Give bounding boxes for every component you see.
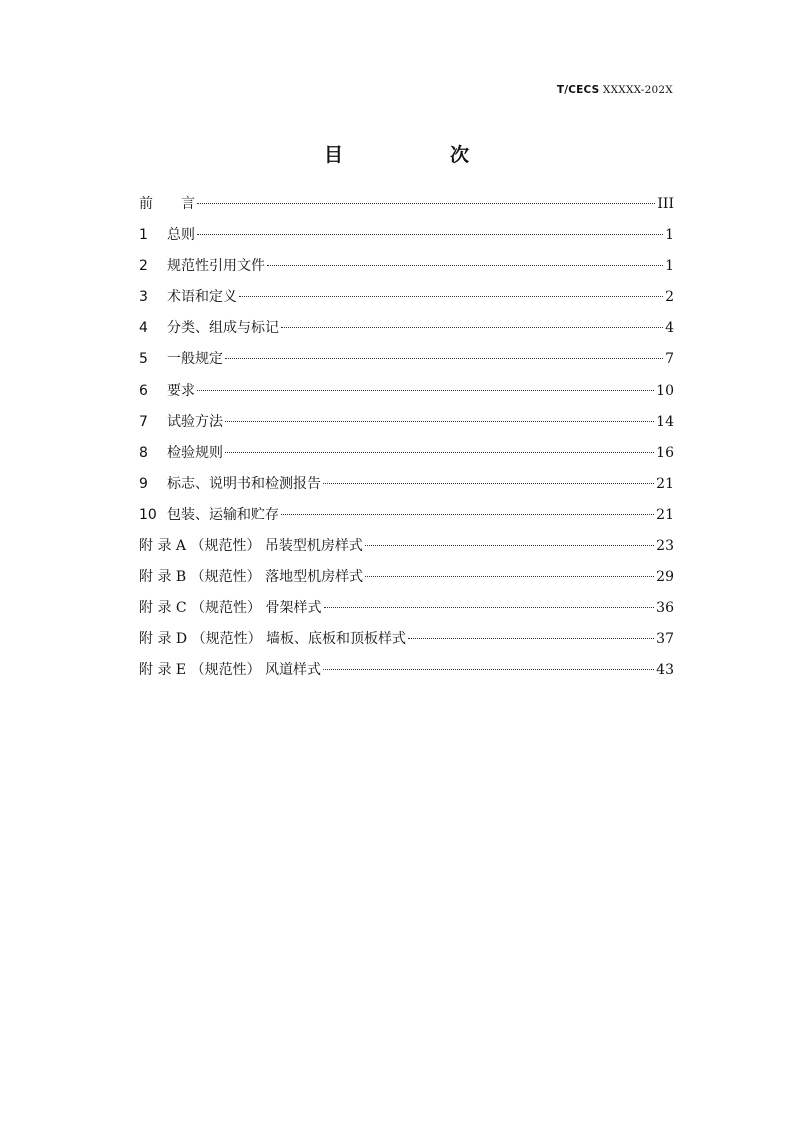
toc-entry[interactable] bbox=[139, 379, 674, 410]
toc-entry[interactable] bbox=[139, 192, 674, 223]
toc-entry[interactable] bbox=[139, 347, 674, 378]
toc-entry-number: 3 bbox=[139, 289, 148, 306]
toc-entry[interactable] bbox=[139, 285, 674, 316]
toc-entry-page-number: 4 bbox=[665, 320, 674, 337]
toc-entry-page-number: 1 bbox=[665, 258, 674, 275]
toc-entry-number: 6 bbox=[139, 382, 148, 399]
toc-entry[interactable] bbox=[139, 627, 674, 658]
toc-dot-leader bbox=[323, 669, 654, 670]
toc-dot-leader bbox=[365, 545, 654, 546]
toc-entry-page-number: 14 bbox=[656, 413, 674, 430]
toc-entry[interactable] bbox=[139, 316, 674, 347]
toc-entry-label: 规范性引用文件 bbox=[167, 258, 265, 275]
toc-dot-leader bbox=[267, 265, 663, 266]
toc-entry-page-number: 23 bbox=[656, 538, 674, 555]
toc-entry-number: 4 bbox=[139, 320, 148, 337]
toc-entry-number: 7 bbox=[139, 413, 148, 430]
toc-entry-appendix-prefix: 附 录 D （规范性） bbox=[139, 631, 267, 648]
toc-entry-page-number: 1 bbox=[665, 227, 674, 244]
toc-entry-number: 8 bbox=[139, 444, 148, 461]
toc-entry[interactable] bbox=[139, 503, 674, 534]
toc-dot-leader bbox=[197, 390, 654, 391]
toc-entry-page-number: 10 bbox=[656, 382, 674, 399]
toc-entry-label: 总则 bbox=[167, 227, 195, 244]
toc-entry-label: 落地型机房样式 bbox=[265, 569, 364, 586]
toc-entry-page-number: 2 bbox=[665, 289, 674, 306]
toc-entry-page-number: 21 bbox=[656, 475, 674, 492]
toc-entry-label: 一般规定 bbox=[167, 351, 223, 368]
toc-entry[interactable] bbox=[139, 658, 674, 689]
standard-code bbox=[557, 84, 673, 96]
toc-entry[interactable] bbox=[139, 254, 674, 285]
toc-entry-label: 风道样式 bbox=[265, 662, 322, 679]
toc-entry[interactable] bbox=[139, 534, 674, 565]
toc-entry-label: 试验方法 bbox=[167, 413, 223, 430]
toc-dot-leader bbox=[408, 638, 654, 639]
toc-entry-label: 标志、说明书和检测报告 bbox=[167, 475, 321, 492]
toc-dot-leader bbox=[197, 234, 663, 235]
toc-entry[interactable] bbox=[139, 410, 674, 441]
toc-dot-leader bbox=[225, 421, 654, 422]
toc-entry[interactable] bbox=[139, 441, 674, 472]
toc-entry[interactable] bbox=[139, 565, 674, 596]
toc-entry-number: 5 bbox=[139, 351, 148, 368]
toc-entry-page-number: 36 bbox=[656, 600, 674, 617]
toc-entry-number: 9 bbox=[139, 475, 148, 492]
toc-dot-leader bbox=[197, 203, 655, 204]
toc-entry-label: 包装、运输和贮存 bbox=[167, 506, 279, 523]
toc-entry-page-number: 29 bbox=[656, 569, 674, 586]
toc-dot-leader bbox=[225, 358, 663, 359]
toc-entry-appendix-prefix: 附 录 C （规范性） bbox=[139, 600, 266, 617]
toc-entry-appendix-prefix: 附 录 A （规范性） bbox=[139, 538, 265, 555]
toc-entry-number: 2 bbox=[139, 258, 148, 275]
toc-entry-appendix-prefix: 附 录 E （规范性） bbox=[139, 662, 266, 679]
toc-dot-leader bbox=[239, 296, 663, 297]
toc-entry-label: 墙板、底板和顶板样式 bbox=[266, 631, 407, 648]
toc-dot-leader bbox=[281, 327, 663, 328]
toc-entry-number: 1 bbox=[139, 227, 148, 244]
toc-dot-leader bbox=[281, 514, 654, 515]
toc-entry-label: 分类、组成与标记 bbox=[167, 320, 279, 337]
standard-code-number: XXXXX-202X bbox=[602, 84, 673, 96]
toc-dot-leader bbox=[225, 452, 654, 453]
toc-entry[interactable] bbox=[139, 223, 674, 254]
toc-dot-leader bbox=[323, 483, 654, 484]
toc-entry-page-number: III bbox=[657, 196, 674, 212]
toc-entry-label: 吊装型机房样式 bbox=[264, 538, 363, 555]
table-of-contents bbox=[139, 192, 674, 690]
toc-entry-number: 10 bbox=[139, 506, 157, 523]
toc-entry[interactable] bbox=[139, 596, 674, 627]
toc-entry[interactable] bbox=[139, 472, 674, 503]
toc-entry-label: 前 言 bbox=[139, 196, 195, 212]
toc-entry-label: 要求 bbox=[167, 382, 195, 399]
toc-dot-leader bbox=[324, 607, 655, 608]
toc-entry-label: 检验规则 bbox=[167, 444, 223, 461]
toc-entry-label: 术语和定义 bbox=[167, 289, 237, 306]
toc-entry-page-number: 16 bbox=[656, 444, 674, 461]
toc-dot-leader bbox=[365, 576, 654, 577]
toc-title: 目 次 bbox=[323, 144, 513, 166]
standard-code-prefix: T/CECS bbox=[556, 84, 600, 96]
toc-entry-page-number: 43 bbox=[656, 662, 674, 679]
toc-entry-appendix-prefix: 附 录 B （规范性） bbox=[139, 569, 266, 586]
toc-entry-page-number: 7 bbox=[665, 351, 674, 368]
toc-entry-page-number: 21 bbox=[656, 506, 674, 523]
toc-entry-label: 骨架样式 bbox=[265, 600, 322, 617]
toc-entry-page-number: 37 bbox=[656, 631, 674, 648]
